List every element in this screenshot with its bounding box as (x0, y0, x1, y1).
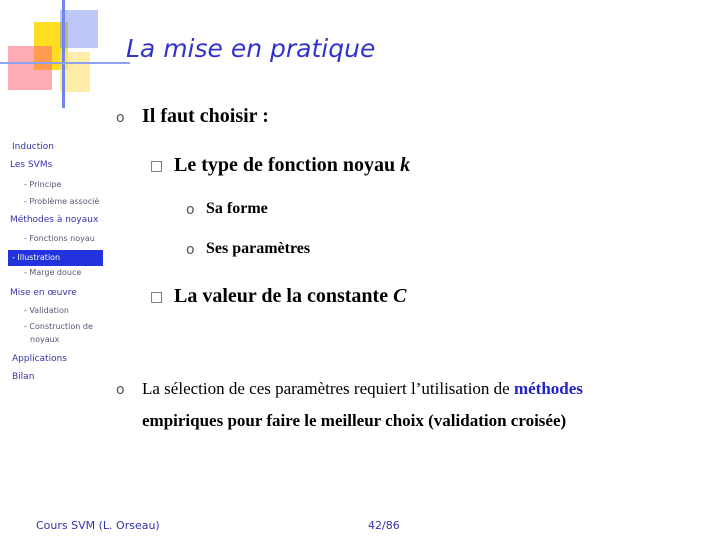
nav-item-induction[interactable]: Induction (12, 142, 54, 152)
nav-item-marge-douce[interactable]: - Marge douce (24, 268, 82, 277)
circle-bullet-icon: o (186, 202, 195, 218)
nav-item-principe[interactable]: - Principe (24, 180, 62, 189)
nav-item-bilan[interactable]: Bilan (12, 372, 35, 382)
nav-item-illustration[interactable]: - Illustration (12, 253, 61, 262)
nav-item-fonctions-noyau[interactable]: - Fonctions noyau (24, 234, 95, 243)
content-line-1: Il faut choisir : (142, 105, 269, 127)
nav-item-probleme[interactable]: - Problème associé (24, 197, 100, 206)
content-line-2: Le type de fonction noyau k (174, 154, 411, 176)
slide-title: La mise en pratique (126, 34, 376, 63)
circle-bullet-icon: o (116, 382, 125, 398)
square-bullet-icon: □ (150, 289, 164, 305)
footer-course: Cours SVM (L. Orseau) (36, 519, 160, 532)
nav-item-applications[interactable]: Applications (12, 354, 67, 364)
content-line-3: Sa forme (206, 200, 268, 217)
content-line-4: Ses paramètres (206, 240, 311, 257)
square-bullet-icon: □ (150, 158, 164, 174)
nav-item-mise-en-oeuvre[interactable]: Mise en œuvre (10, 288, 77, 298)
nav-item-methodes[interactable]: Méthodes à noyaux (10, 215, 99, 225)
content-line-7: empiriques pour faire le meilleur choix (validation croisée) (142, 411, 567, 430)
nav-item-validation[interactable]: - Validation (24, 306, 69, 315)
nav-item-svms[interactable]: Les SVMs (10, 160, 53, 170)
decorative-corner (0, 0, 130, 110)
circle-bullet-icon: o (116, 110, 125, 126)
content-line-6: La sélection de ces paramètres requiert l’utilisation de méthodes (142, 379, 583, 398)
nav-item-construction[interactable]: - Construction de (24, 322, 93, 331)
nav-item-construction-cont[interactable]: noyaux (30, 335, 60, 344)
footer-page-number: 42/86 (368, 519, 400, 532)
content-line-5: La valeur de la constante C (174, 285, 407, 307)
circle-bullet-icon: o (186, 242, 195, 258)
